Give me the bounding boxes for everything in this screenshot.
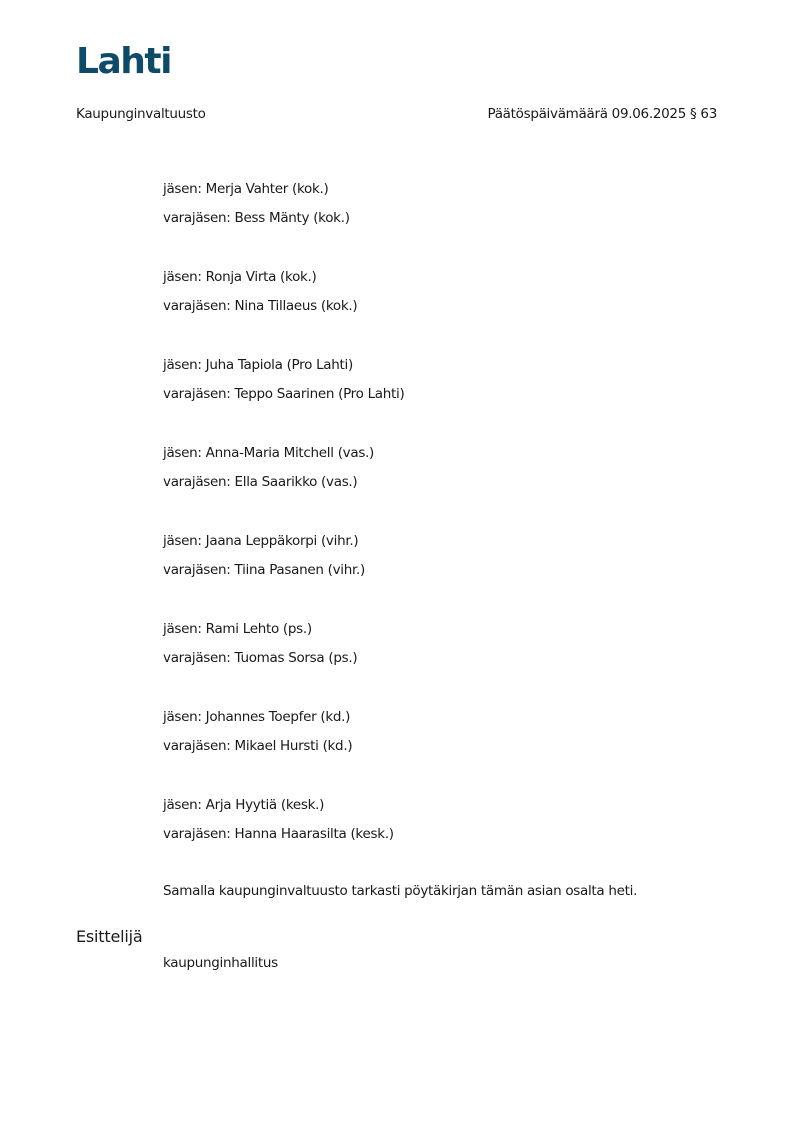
deputy-name: varajäsen: Tiina Pasanen (vihr.): [163, 562, 365, 578]
presenter-heading: Esittelijä: [76, 927, 143, 946]
member-entry: [163, 356, 723, 444]
deputy-name: varajäsen: Nina Tillaeus (kok.): [163, 298, 358, 314]
deputy-name: varajäsen: Tuomas Sorsa (ps.): [163, 650, 358, 666]
member-name: jäsen: Jaana Leppäkorpi (vihr.): [163, 533, 359, 549]
member-name: jäsen: Johannes Toepfer (kd.): [163, 709, 351, 725]
decision-date: Päätöspäivämäärä 09.06.2025 § 63: [487, 106, 717, 122]
member-entry: [163, 268, 723, 356]
member-entry: [163, 180, 723, 268]
member-entry: [163, 620, 723, 708]
member-name: jäsen: Merja Vahter (kok.): [163, 181, 329, 197]
deputy-name: varajäsen: Ella Saarikko (vas.): [163, 474, 358, 490]
presenter-name: kaupunginhallitus: [163, 955, 278, 971]
member-entry: [163, 532, 723, 620]
deputy-name: varajäsen: Teppo Saarinen (Pro Lahti): [163, 386, 405, 402]
member-list: [163, 180, 723, 884]
member-name: jäsen: Arja Hyytiä (kesk.): [163, 797, 325, 813]
member-entry: [163, 444, 723, 532]
member-entry: [163, 708, 723, 796]
deputy-name: varajäsen: Hanna Haarasilta (kesk.): [163, 826, 394, 842]
member-entry: [163, 796, 723, 884]
member-name: jäsen: Rami Lehto (ps.): [163, 621, 312, 637]
deputy-name: varajäsen: Mikael Hursti (kd.): [163, 738, 353, 754]
lahti-logo: Lahti: [76, 41, 171, 82]
organ-name: Kaupunginvaltuusto: [76, 106, 206, 122]
member-name: jäsen: Anna-Maria Mitchell (vas.): [163, 445, 375, 461]
deputy-name: varajäsen: Bess Mänty (kok.): [163, 210, 350, 226]
closing-statement: Samalla kaupunginvaltuusto tarkasti pöytäkirjan tämän asian osalta heti.: [163, 883, 638, 899]
member-name: jäsen: Ronja Virta (kok.): [163, 269, 317, 285]
member-name: jäsen: Juha Tapiola (Pro Lahti): [163, 357, 353, 373]
